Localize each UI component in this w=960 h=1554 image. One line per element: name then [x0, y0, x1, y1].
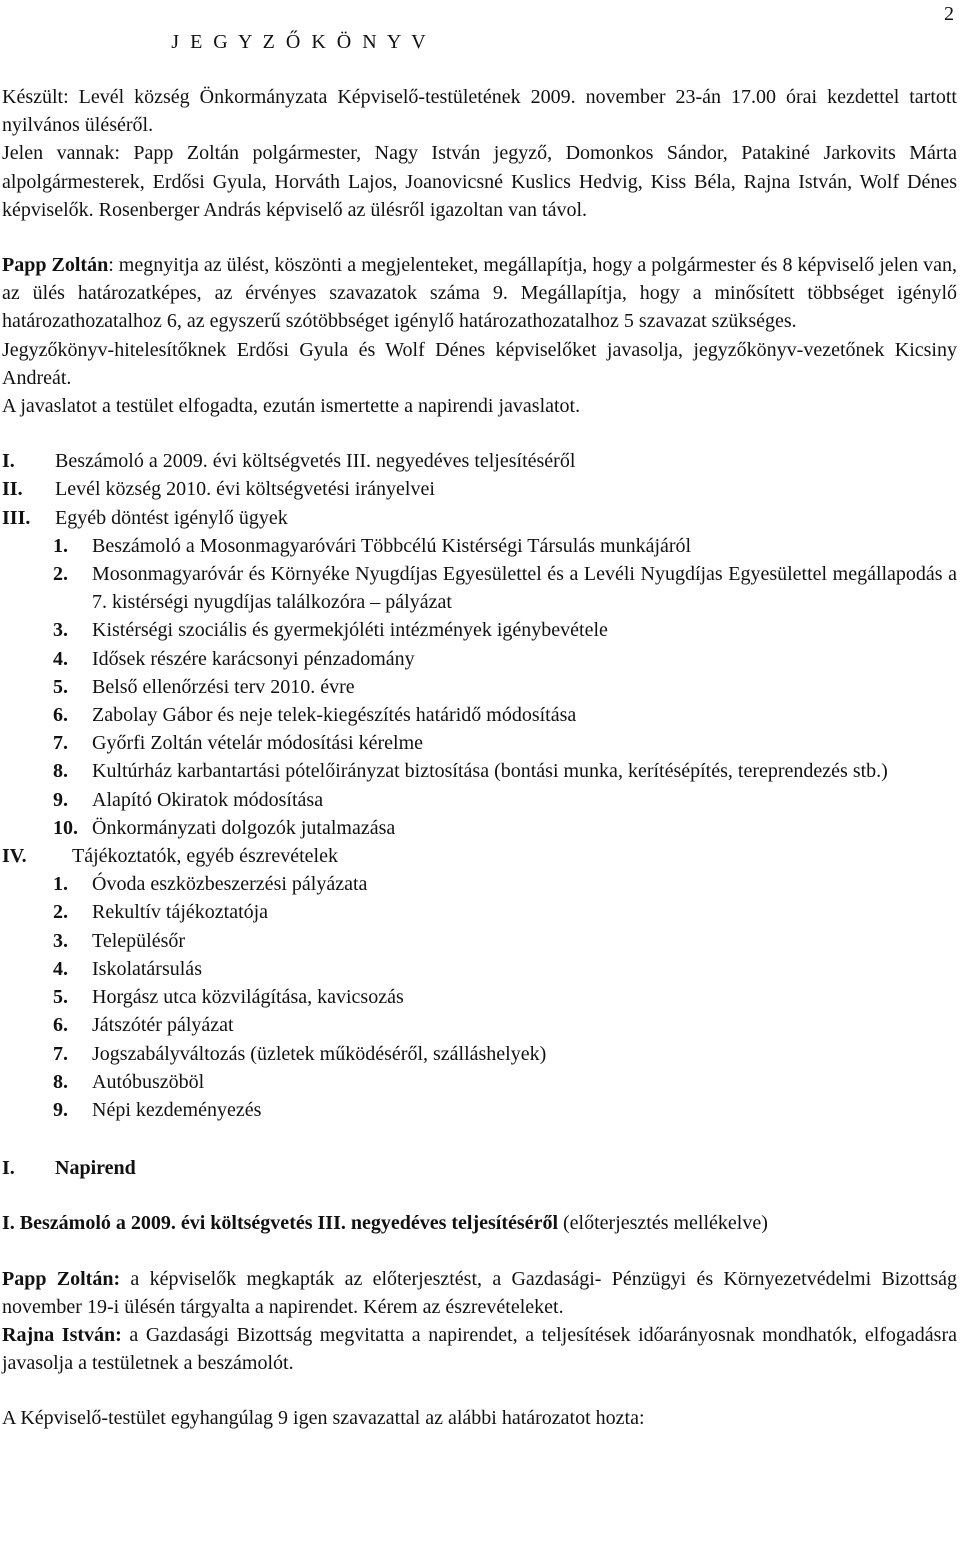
subitem-text: Településőr	[92, 929, 186, 952]
napirend-number: I.	[2, 1157, 15, 1180]
subitem-number: 1.	[53, 873, 68, 896]
agenda-list	[2, 447, 957, 1124]
discussion-speaker: Papp Zoltán:	[2, 1267, 121, 1290]
discussion-entry	[2, 1265, 957, 1321]
agenda-subitem	[2, 673, 957, 701]
agenda-sublist-iv	[2, 870, 957, 1124]
opening-text: : megnyitja az ülést, köszönti a megjelenteket, megállapítja, hogy a polgármester és 8 képviselő jelen van, az ülés határozatképes, az érvényes szavazatok száma 9. Megállapítja, hogy a minősített többséget igénylő határozathozatalhoz 6, az egyszerű szótöbbséget igénylő határozathozatalhoz 5 szavazat szükséges.	[2, 254, 957, 333]
document-title: J E G Y Z Ő K Ö N Y V	[171, 31, 429, 53]
subitem-number: 9.	[53, 788, 68, 811]
subitem-number: 3.	[53, 619, 68, 642]
subitem-text: Autóbuszöböl	[92, 1070, 205, 1093]
agenda-subitem	[2, 532, 957, 560]
agenda-subitem	[2, 955, 957, 983]
subitem-text: Alapító Okiratok módosítása	[92, 788, 324, 811]
napirend-label: Napirend	[55, 1157, 136, 1180]
subitem-number: 9.	[53, 1098, 68, 1121]
agenda-item-number: I.	[2, 450, 15, 473]
item1-heading	[2, 1209, 957, 1237]
subitem-text: Belső ellenőrzési terv 2010. évre	[92, 675, 355, 698]
subitem-text: Horgász utca közvilágítása, kavicsozás	[92, 986, 404, 1009]
agenda-subitem	[2, 814, 957, 842]
opening-speaker: Papp Zoltán	[2, 254, 109, 277]
agenda-item	[2, 842, 957, 870]
subitem-text: Zabolay Gábor és neje telek-kiegészítés határidő módosítása	[92, 704, 577, 727]
subitem-text: Önkormányzati dolgozók jutalmazása	[92, 816, 396, 839]
subitem-text: Idősek részére karácsonyi pénzadomány	[92, 647, 415, 670]
agenda-subitem	[2, 927, 957, 955]
subitem-text: Kistérségi szociális és gyermekjóléti intézmények igénybevétele	[92, 619, 608, 642]
subitem-number: 2.	[53, 901, 68, 924]
discussion-text: a képviselők megkapták az előterjesztést, a Gazdasági- Pénzügyi és Környezetvédelmi Bizottság november 19-i ülésén tárgyalta a napirendet. Kérem az észrevételeket.	[2, 1267, 957, 1318]
intro-present: Jelen vannak: Papp Zoltán polgármester, Nagy István jegyző, Domonkos Sándor, Patakiné Jarkovits Márta alpolgármesterek, Erdősi Gyula, Horváth Lajos, Joanovicsné Kuslics Hedvig, Kiss Béla, Rajna István, Wolf Dénes képviselők. Rosenberger András képviselő az ülésről igazoltan van távol.	[2, 142, 957, 221]
agenda-subitem	[2, 1011, 957, 1039]
agenda-subitem	[2, 729, 957, 757]
subitem-number: 6.	[53, 704, 68, 727]
agenda-item-number: III.	[2, 506, 31, 529]
subitem-number: 7.	[53, 732, 68, 755]
subitem-number: 3.	[53, 929, 68, 952]
document-body	[2, 83, 957, 1433]
agenda-subitem	[2, 983, 957, 1011]
subitem-text: Jogszabályváltozás (üzletek működéséről, szálláshelyek)	[92, 1042, 547, 1065]
subitem-number: 8.	[53, 1070, 68, 1093]
subitem-number: 7.	[53, 1042, 68, 1065]
item1-heading-bold: I. Beszámoló a 2009. évi költségvetés III. negyedéves teljesítéséről	[2, 1212, 558, 1235]
agenda-subitem	[2, 898, 957, 926]
item1-heading-note: (előterjesztés mellékelve)	[558, 1212, 768, 1235]
discussion-speaker: Rajna István:	[2, 1323, 122, 1346]
agenda-subitem	[2, 1096, 957, 1124]
subitem-number: 5.	[53, 675, 68, 698]
subitem-number: 4.	[53, 957, 68, 980]
agenda-item	[2, 475, 957, 503]
subitem-text: Óvoda eszközbeszerzési pályázata	[92, 873, 368, 896]
agenda-subitem	[2, 757, 957, 785]
accepted-paragraph: A javaslatot a testület elfogadta, ezután ismertette a napirendi javaslatot.	[2, 395, 581, 418]
agenda-item-text: Tájékoztatók, egyéb észrevételek	[72, 845, 338, 868]
agenda-item-text: Levél község 2010. évi költségvetési irányelvei	[55, 478, 435, 501]
agenda-subitem	[2, 560, 957, 616]
agenda-item-number: IV.	[2, 845, 27, 868]
agenda-item	[2, 447, 957, 475]
subitem-number: 10.	[53, 816, 78, 839]
agenda-item-text: Beszámoló a 2009. évi költségvetés III. negyedéves teljesítéséről	[55, 450, 576, 473]
subitem-text: Kultúrház karbantartási pótelőirányzat biztosítása (bontási munka, kerítésépítés, tereprendezés stb.)	[92, 760, 888, 783]
discussion-entry	[2, 1321, 957, 1377]
subitem-text: Iskolatársulás	[92, 957, 202, 980]
agenda-subitem	[2, 786, 957, 814]
subitem-text: Játszótér pályázat	[92, 1014, 234, 1037]
subitem-text: Rekultív tájékoztatója	[92, 901, 269, 924]
intro-made: Készült: Levél község Önkormányzata Képviselő-testületének 2009. november 23-án 17.00 órai kezdettel tartott nyilvános üléséről.	[2, 86, 957, 137]
subitem-text: Mosonmagyaróvár és Környéke Nyugdíjas Egyesülettel és a Levéli Nyugdíjas Egyesülettel megállapodás a 7. kistérségi nyugdíjas találkozóra – pályázat	[92, 563, 957, 614]
agenda-item-number: II.	[2, 478, 23, 501]
agenda-subitem	[2, 870, 957, 898]
subitem-number: 2.	[53, 563, 68, 586]
agenda-subitem	[2, 616, 957, 644]
subitem-number: 8.	[53, 760, 68, 783]
subitem-text: Győrfi Zoltán vételár módosítási kérelme	[92, 732, 424, 755]
subitem-number: 5.	[53, 986, 68, 1009]
napirend-heading	[2, 1154, 957, 1182]
subitem-text: Népi kezdeményezés	[92, 1098, 262, 1121]
agenda-item	[2, 504, 957, 532]
agenda-subitem	[2, 1040, 957, 1068]
subitem-text: Beszámoló a Mosonmagyaróvári Többcélú Kistérségi Társulás munkájáról	[92, 534, 692, 557]
subitem-number: 6.	[53, 1014, 68, 1037]
agenda-subitem	[2, 1068, 957, 1096]
resolution-intro: A Képviselő-testület egyhangúlag 9 igen szavazattal az alábbi határozatot hozta:	[2, 1407, 645, 1430]
page-number: 2	[944, 3, 954, 25]
subitem-number: 1.	[53, 534, 68, 557]
agenda-sublist-iii	[2, 532, 957, 842]
opening-paragraph	[2, 251, 957, 336]
agenda-subitem	[2, 645, 957, 673]
agenda-item-text: Egyéb döntést igénylő ügyek	[55, 506, 288, 529]
agenda-subitem	[2, 701, 957, 729]
subitem-number: 4.	[53, 647, 68, 670]
authenticators-paragraph: Jegyzőkönyv-hitelesítőknek Erdősi Gyula és Wolf Dénes képviselőket javasolja, jegyzőkönyv-vezetőnek Kicsiny Andreát.	[2, 338, 957, 389]
discussion-text: a Gazdasági Bizottság megvitatta a napirendet, a teljesítések időarányosnak mondhatók, elfogadásra javasolja a testületnek a beszámolót.	[2, 1323, 957, 1375]
